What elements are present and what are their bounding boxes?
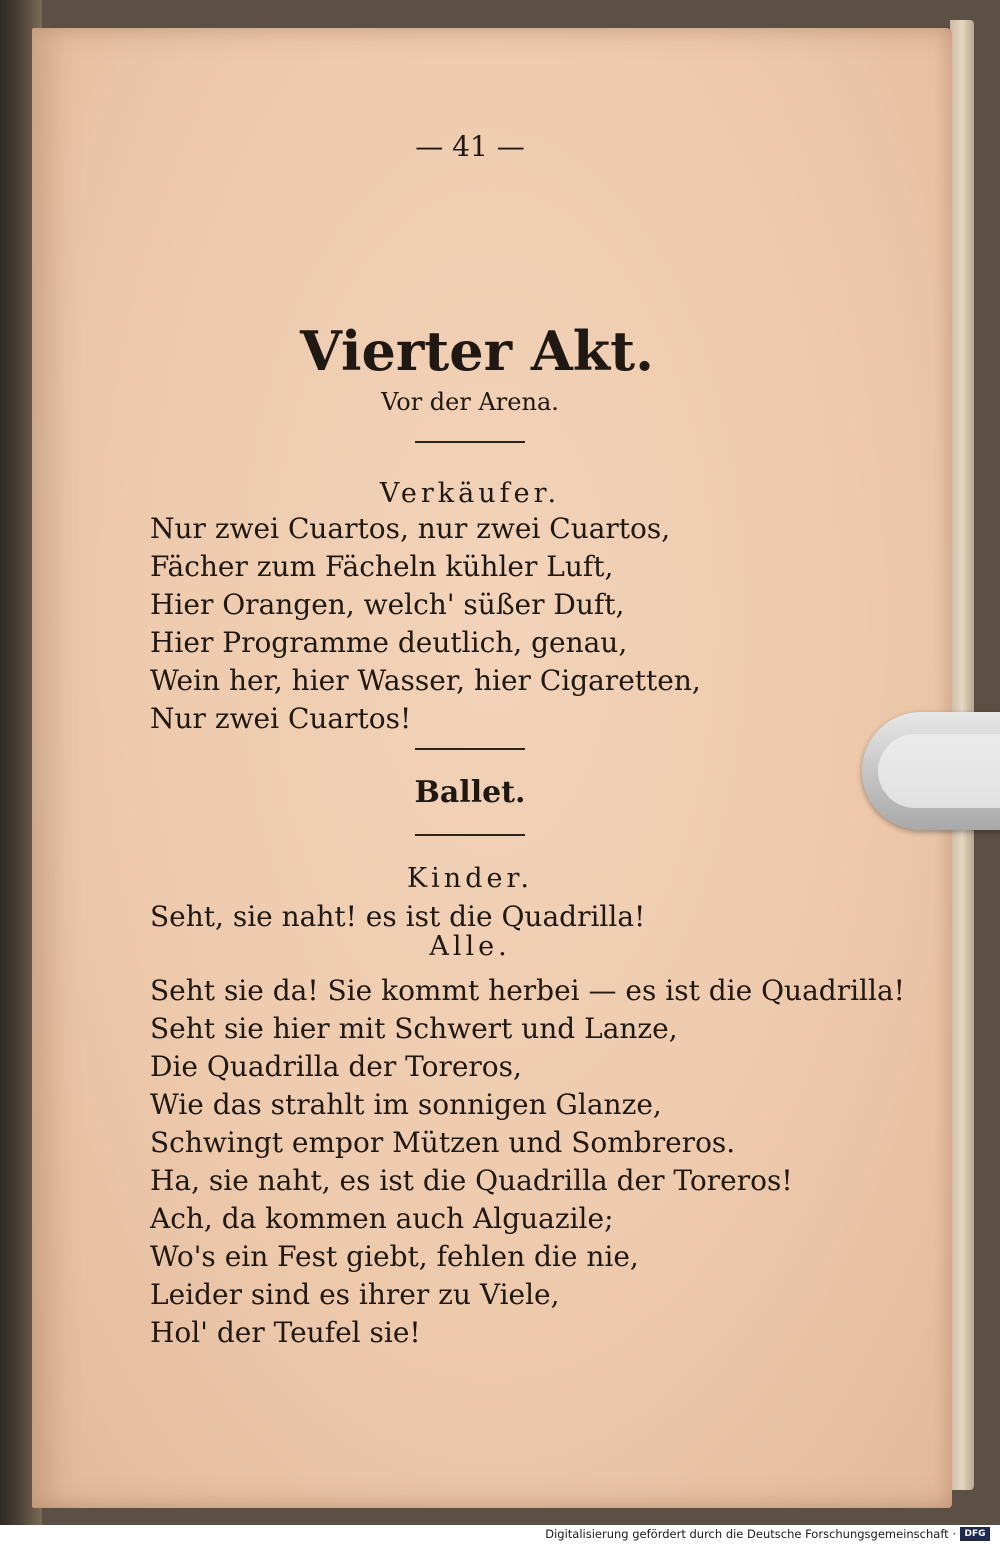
speaker-name-verkaeufer: Verkäufer. [379, 478, 561, 509]
verse-line: Ach, da kommen auch Alguazile; [150, 1202, 614, 1235]
section-divider [415, 748, 525, 750]
verse-line: Wie das strahlt im sonnigen Glanze, [150, 1088, 662, 1121]
verse-line: Wo's ein Fest giebt, fehlen die nie, [150, 1240, 639, 1273]
footer-bar [0, 1525, 1000, 1544]
speaker-name-kinder: Kinder. [407, 863, 533, 894]
verse-line: Nur zwei Cuartos, nur zwei Cuartos, [150, 512, 671, 545]
verse-line: Hier Programme deutlich, genau, [150, 626, 628, 659]
section-divider [415, 441, 525, 443]
verse-line: Seht sie hier mit Schwert und Lanze, [150, 1012, 678, 1045]
verse-line: Hier Orangen, welch' süßer Duft, [150, 588, 625, 621]
verse-line: Fächer zum Fächeln kühler Luft, [150, 550, 614, 583]
verse-line: Schwingt empor Mützen und Sombreros. [150, 1126, 736, 1159]
verse-line: Die Quadrilla der Toreros, [150, 1050, 522, 1083]
act-title: Vierter Akt. [300, 319, 654, 383]
verse-line: Leider sind es ihrer zu Viele, [150, 1278, 560, 1311]
verse-line: Seht, sie naht! es ist die Quadrilla! [150, 900, 646, 933]
dfg-logo: DFG [960, 1527, 990, 1541]
verse-line: Nur zwei Cuartos! [150, 702, 412, 735]
verse-line: Seht sie da! Sie kommt herbei — es ist die Quadrilla! [150, 974, 905, 1007]
paper-clip [862, 712, 1000, 830]
verse-line: Wein her, hier Wasser, hier Cigaretten, [150, 664, 701, 697]
funding-credit: Digitalisierung gefördert durch die Deutsche Forschungsgemeinschaft · [545, 1527, 956, 1541]
verse-line: Hol' der Teufel sie! [150, 1316, 421, 1349]
page-number: — 41 — [415, 130, 525, 163]
ballet-heading: Ballet. [414, 775, 526, 810]
speaker-name-alle: Alle. [429, 931, 511, 962]
verse-line: Ha, sie naht, es ist die Quadrilla der Toreros! [150, 1164, 793, 1197]
act-setting: Vor der Arena. [381, 388, 559, 416]
section-divider [415, 834, 525, 836]
